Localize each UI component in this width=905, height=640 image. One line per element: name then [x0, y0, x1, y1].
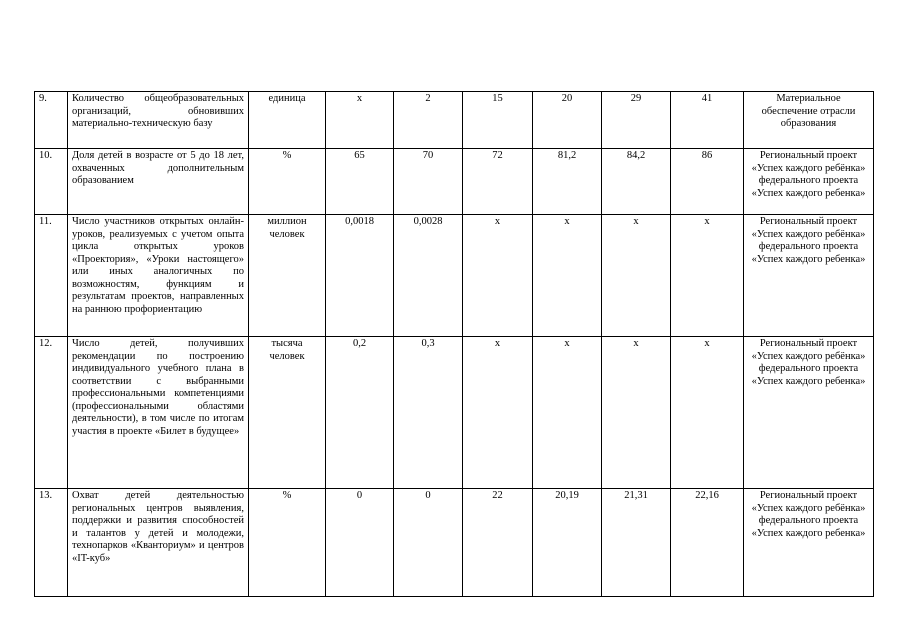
unit-cell: % — [249, 489, 326, 597]
unit-cell: тысяча человек — [249, 337, 326, 489]
unit-cell: миллион человек — [249, 215, 326, 337]
source-cell: Региональный проект «Успех каждого ребёнка» федерального проекта «Успех каждого ребенка» — [744, 337, 874, 489]
value-cell: 72 — [463, 149, 533, 215]
value-cell: 0,0028 — [394, 215, 463, 337]
value-cell: 22 — [463, 489, 533, 597]
table-row — [35, 149, 874, 215]
table-row — [35, 337, 874, 489]
value-cell: 20,19 — [533, 489, 602, 597]
source-cell: Региональный проект «Успех каждого ребёнка» федерального проекта «Успех каждого ребенка» — [744, 149, 874, 215]
source-cell: Материальное обеспечение отрасли образования — [744, 92, 874, 149]
value-cell: 0,2 — [326, 337, 394, 489]
indicator-name: Число участников открытых онлайн-уроков, реализуемых с учетом опыта цикла открытых уроков «Проектория», «Уроки настоящего» или иных аналогичных по возможностям, функциям и результатам проектов, направленных на раннюю профориентацию — [68, 215, 249, 337]
row-number: 10. — [35, 149, 68, 215]
indicators-table — [34, 91, 874, 597]
value-cell: 0,0018 — [326, 215, 394, 337]
value-cell: 29 — [602, 92, 671, 149]
value-cell: 84,2 — [602, 149, 671, 215]
table-row — [35, 92, 874, 149]
row-number: 12. — [35, 337, 68, 489]
value-cell: 0 — [326, 489, 394, 597]
value-cell: 2 — [394, 92, 463, 149]
value-cell: 81,2 — [533, 149, 602, 215]
value-cell: x — [671, 337, 744, 489]
indicator-name: Число детей, получивших рекомендации по построению индивидуального учебного плана в соответствии с выбранными профессиональными компетенциями (профессиональными областями деятельности), в том числе по итогам участия в проекте «Билет в будущее» — [68, 337, 249, 489]
value-cell: 41 — [671, 92, 744, 149]
value-cell: 70 — [394, 149, 463, 215]
unit-cell: единица — [249, 92, 326, 149]
row-number: 11. — [35, 215, 68, 337]
value-cell: 86 — [671, 149, 744, 215]
value-cell: x — [463, 215, 533, 337]
value-cell: x — [463, 337, 533, 489]
indicator-name: Количество общеобразовательных организаций, обновивших материально-техническую базу — [68, 92, 249, 149]
value-cell: x — [602, 337, 671, 489]
value-cell: 21,31 — [602, 489, 671, 597]
value-cell: 20 — [533, 92, 602, 149]
value-cell: 15 — [463, 92, 533, 149]
value-cell: x — [533, 337, 602, 489]
value-cell: 22,16 — [671, 489, 744, 597]
indicator-name: Доля детей в возрасте от 5 до 18 лет, охваченных дополнительным образованием — [68, 149, 249, 215]
source-cell: Региональный проект «Успех каждого ребёнка» федерального проекта «Успех каждого ребенка» — [744, 489, 874, 597]
source-cell: Региональный проект «Успех каждого ребёнка» федерального проекта «Успех каждого ребенка» — [744, 215, 874, 337]
value-cell: x — [533, 215, 602, 337]
value-cell: x — [671, 215, 744, 337]
value-cell: 0,3 — [394, 337, 463, 489]
table-row — [35, 489, 874, 597]
unit-cell: % — [249, 149, 326, 215]
row-number: 9. — [35, 92, 68, 149]
value-cell: x — [602, 215, 671, 337]
table-row — [35, 215, 874, 337]
value-cell: 0 — [394, 489, 463, 597]
value-cell: 65 — [326, 149, 394, 215]
indicator-name: Охват детей деятельностью региональных центров выявления, поддержки и развития способностей и талантов у детей и молодежи, технопарков «Кванториум» и центров «IT-куб» — [68, 489, 249, 597]
value-cell: x — [326, 92, 394, 149]
row-number: 13. — [35, 489, 68, 597]
